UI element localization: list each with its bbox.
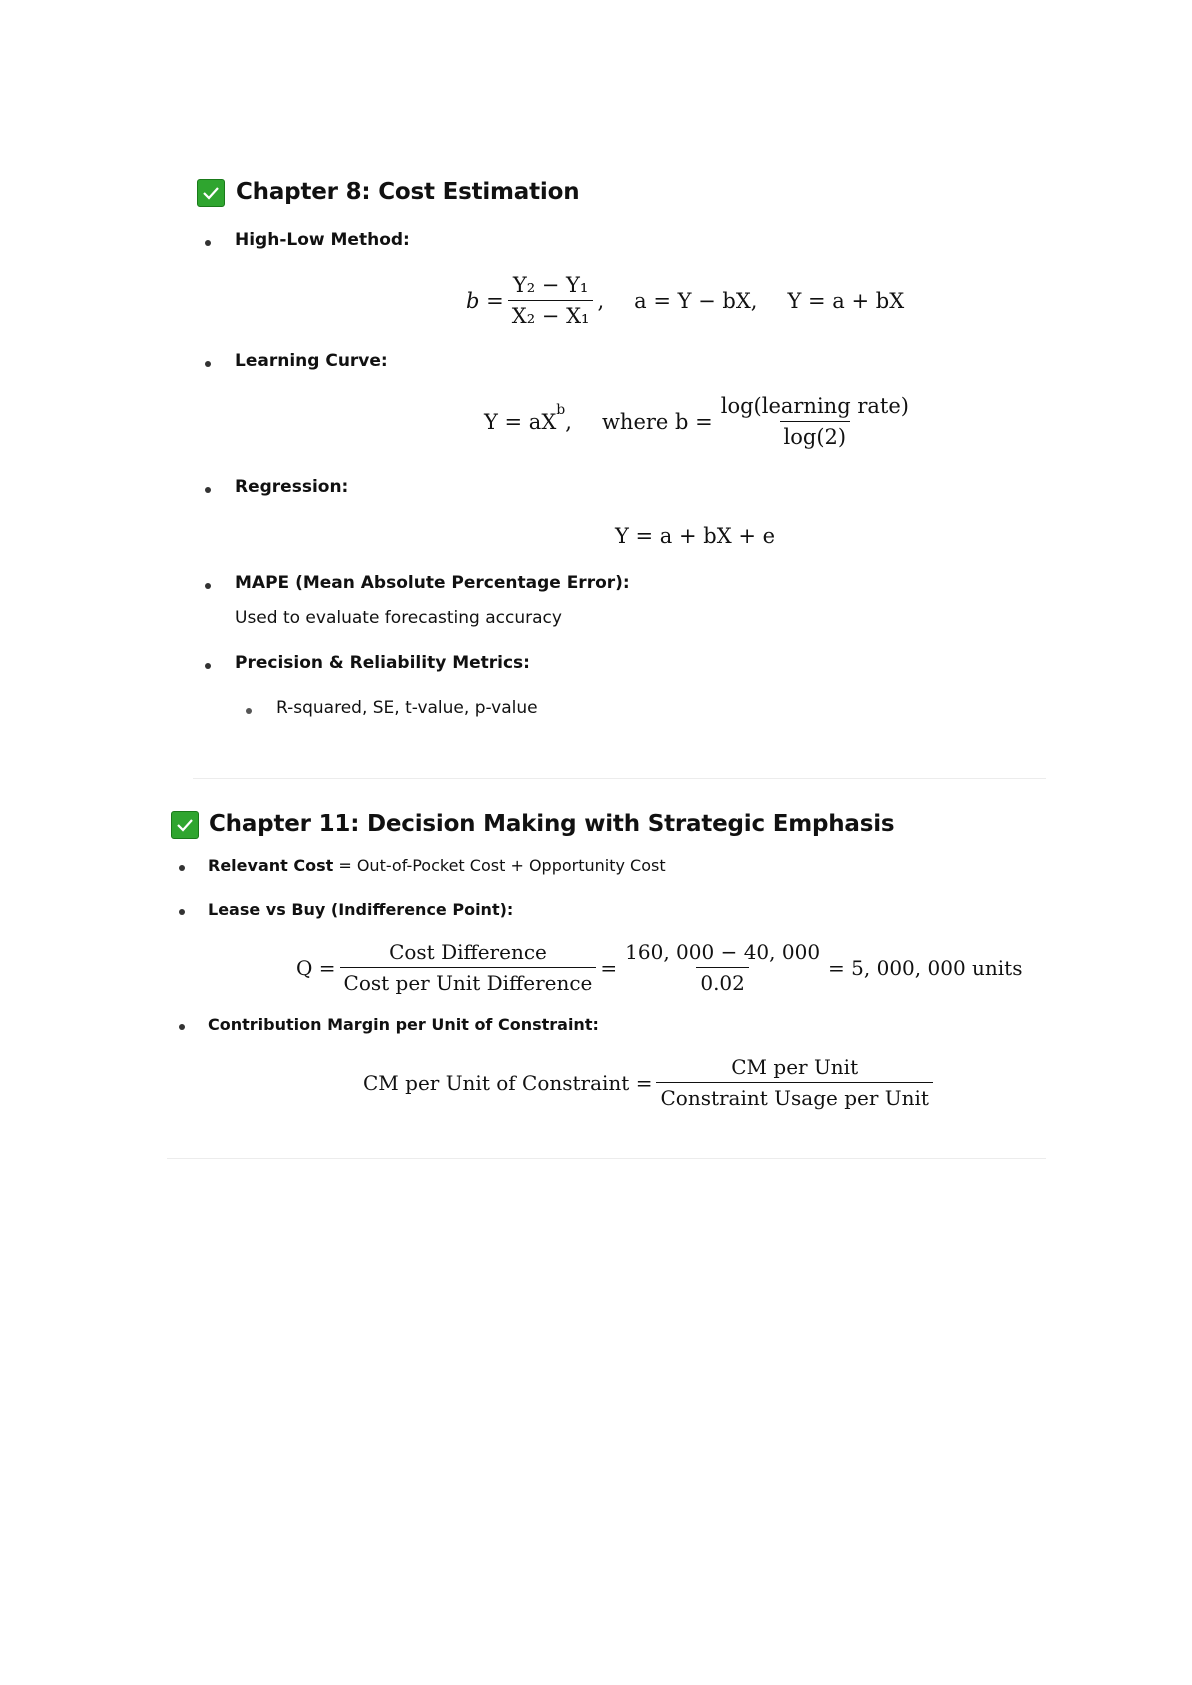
sub-bullet	[246, 708, 252, 714]
item-learning-curve: Learning Curve:	[235, 351, 388, 371]
item-contribution-margin: Contribution Margin per Unit of Constraint:	[208, 1015, 599, 1034]
checkmark-icon	[197, 179, 225, 207]
checkmark-icon	[171, 811, 199, 839]
bullet	[179, 1024, 185, 1030]
section-title-ch11: Chapter 11: Decision Making with Strategic Emphasis	[209, 811, 895, 837]
formula-regression: Y = a + bX + e	[615, 524, 776, 548]
section-divider	[193, 778, 1046, 779]
formula-lease-vs-buy: Q = $\frac{\text{Cost Difference}}{\text{Cost per Unit Difference}}$ = $\frac{160, 000 - 40, 000}{0.02}$ = 5, 000, 000 units	[296, 940, 1023, 995]
bullet	[205, 487, 211, 493]
bullet	[205, 240, 211, 246]
formula-cm-per-constraint: CM per Unit of Constraint = $\frac{\text{CM per Unit}}{\text{Constraint Usage per Unit}}$	[363, 1055, 937, 1110]
bullet	[179, 865, 185, 871]
section-title-ch8: Chapter 8: Cost Estimation	[236, 179, 580, 205]
item-regression: Regression:	[235, 477, 349, 497]
item-mape-description: Used to evaluate forecasting accuracy	[235, 608, 562, 628]
subitem-metrics: R-squared, SE, t-value, p-value	[276, 698, 538, 718]
formula-learning-curve: Y = aX $^b$ , where b = $\frac{\text{log(learning rate)}}{\log(2)}$	[484, 394, 909, 449]
item-mape: MAPE (Mean Absolute Percentage Error):	[235, 573, 630, 593]
item-high-low: High-Low Method:	[235, 230, 410, 250]
item-lease-vs-buy: Lease vs Buy (Indifference Point):	[208, 900, 514, 919]
bullet	[205, 361, 211, 367]
bullet	[205, 663, 211, 669]
bullet	[205, 583, 211, 589]
section-divider	[167, 1158, 1046, 1159]
item-relevant-cost: Relevant Cost = Out-of-Pocket Cost + Opportunity Cost	[208, 856, 666, 875]
bullet	[179, 909, 185, 915]
formula-high-low: b = $\frac{\text{Y₂ − Y₁}}{\text{X₂ − X₁}}$ , a = Y − bX, Y = a + bX	[466, 273, 905, 328]
item-precision: Precision & Reliability Metrics:	[235, 653, 530, 673]
